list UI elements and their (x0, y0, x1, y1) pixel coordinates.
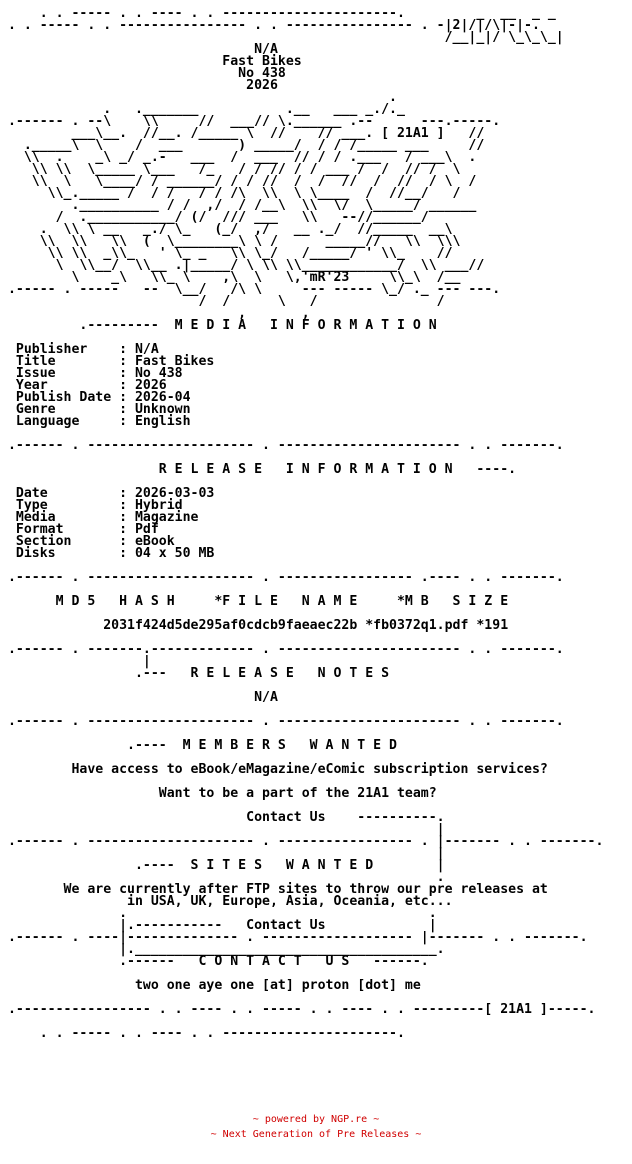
nfo-line: .------ . -------.------------- . ----------------------- . . -------. (0, 642, 564, 657)
nfo-line: Language : English (0, 414, 191, 429)
footer-powered-by: ~ powered by NGP.re ~ (252, 1114, 380, 1125)
nfo-line: Publish Date : 2026-04 (0, 390, 191, 405)
nfo-line: , , (0, 306, 310, 321)
nfo-line: .------ . --------------------- . ----------------------- . . -------. (0, 714, 564, 729)
nfo-line: . (0, 90, 421, 105)
nfo-line: .------ . --\ \\ // ___// \.______ .-- ---.-----. (0, 114, 501, 129)
nfo-line: M D 5 H A S H *F I L E N A M E *M B S I Z E (0, 594, 509, 609)
nfo-line: Title : Fast Bikes (0, 354, 215, 369)
nfo-line: No 438 (0, 66, 286, 81)
nfo-line: Publisher : N/A (0, 342, 159, 357)
nfo-line: / .___________/ (/ /// ___ \\ --//______/ (0, 210, 437, 225)
nfo-line: .------ C O N T A C T U S ------. (0, 954, 429, 969)
nfo-line: Contact Us ----------. (0, 810, 445, 825)
nfo-line: .------ . --------------------- . ----------------- .---- . . -------. (0, 570, 564, 585)
nfo-line: .------ . --------------------- . ----------------- . |------- . . -------. (0, 834, 604, 849)
nfo-line: \\ \\ \\ ( \________\ \ / _____// \\ \\\ (0, 234, 461, 249)
nfo-line: N/A (0, 42, 278, 57)
nfo-line: . . ----- . . ---- . . ----------------------. _ __ _ _ (0, 6, 564, 21)
nfo-line: |.----------- Contact Us | (0, 918, 437, 933)
nfo-line: / / \ / / (0, 294, 445, 309)
nfo-line: ___\__. //__. /_____ \ // // ___. [ 21A1 ] // (0, 126, 485, 141)
nfo-line: \\ \ \____/ / ______/ / / // / / // / // / \ / (0, 174, 477, 189)
nfo-line: N/A (0, 690, 278, 705)
nfo-line: \ _\ \\_ \ ,\ \ \,'mR'23 \\_\ /__ (0, 270, 461, 285)
nfo-line: Have access to eBook/eMagazine/eComic subscription services? (0, 762, 548, 777)
nfo-line: . (0, 870, 445, 885)
nfo-line: 2031f424d5de295af0cdcb9faeaec22b *fb0372q1.pdf *191 (0, 618, 509, 633)
nfo-line: .__________ / / ,/ / /__\ \\ \/ \_____/ ______ (0, 198, 477, 213)
nfo-line: .--- R E L E A S E N O T E S (0, 666, 390, 681)
nfo-line: . ._______ .__ ___ _./._ (0, 102, 469, 117)
nfo-line: We are currently after FTP sites to throw our pre releases at (0, 882, 548, 897)
nfo-line: in USA, UK, Europe, Asia, Oceania, etc... (0, 894, 453, 909)
nfo-line: | (0, 654, 151, 669)
nfo-line: | (0, 846, 445, 861)
nfo-line: .---- S I T E S W A N T E D | (0, 858, 445, 873)
nfo-line: . . ----- . . ---------------- . . ---------------- . -|2|/|/\|-|-. (0, 18, 540, 33)
nfo-line: /__|_|/ \_\_\_| (0, 30, 564, 45)
footer (0, 1112, 632, 1142)
nfo-line: Year : 2026 (0, 378, 167, 393)
nfo-line: ._____\ \ / ___ ) _____/ / / /_____ ___ // (0, 138, 493, 153)
nfo-line: . . (0, 906, 437, 921)
nfo-line: two one aye one [at] proton [dot] me (0, 978, 421, 993)
nfo-line: Want to be a part of the 21A1 team? (0, 786, 437, 801)
nfo-line: \ \\__/ \\__ .|_____/ \ \\ \\____________/ \\ ___// (0, 258, 493, 273)
nfo-line: Issue : No 438 (0, 366, 183, 381)
nfo-line: . \\ \ __ _./ \_ (_/ ,/ __ ._/ //_____ __\ (0, 222, 453, 237)
nfo-line: \\ \\ \_____ \___ /_ / / // / / ___ / / // / \ (0, 162, 469, 177)
nfo-line: Type : Hybrid (0, 498, 183, 513)
nfo-line: Fast Bikes (0, 54, 302, 69)
nfo-line: R E L E A S E I N F O R M A T I O N ----. (0, 462, 517, 477)
nfo-line: .----- . ----- -- \__/ /\ \ --- ----- \_/ ._ --- ---. (0, 282, 501, 297)
nfo-line: .--------- M E D I A I N F O R M A T I O N (0, 318, 437, 333)
nfo-line: \\ \\ _\\_ ' \_ _ \\ \_/ /_____/ ' \\_ // (0, 246, 453, 261)
nfo-line: . . ----- . . ---- . . ----------------------. (0, 1026, 405, 1041)
nfo-line: .------ . --------------------- . ----------------------- . . -------. (0, 438, 564, 453)
nfo-line: Media : Magazine (0, 510, 199, 525)
nfo-line: \\_._____ / / / / / /\ \\ \ \____ / //__/ / (0, 186, 461, 201)
nfo-line: .------ . ----|-------------- . ------------------- |------- . . -------. (0, 930, 588, 945)
nfo-line: Genre : Unknown (0, 402, 191, 417)
nfo-line: |.______________________________________. (0, 942, 445, 957)
nfo-line: .---- M E M B E R S W A N T E D (0, 738, 397, 753)
nfo-line: Format : Pdf (0, 522, 159, 537)
nfo-line: | (0, 822, 445, 837)
nfo-line: Date : 2026-03-03 (0, 486, 215, 501)
nfo-line: 2026 (0, 78, 278, 93)
nfo-line: \\ . _\ _/ _.- ___ / ___ // / / .___ / ___\ . (0, 150, 477, 165)
nfo-line: Disks : 04 x 50 MB (0, 546, 215, 561)
footer-tagline: ~ Next Generation of Pre Releases ~ (210, 1129, 422, 1140)
nfo-line: Section : eBook (0, 534, 175, 549)
nfo-text (0, 8, 603, 1040)
nfo-line: .----------------- . . ---- . . ----- . . ---- . . ---------[ 21A1 ]-----. (0, 1002, 596, 1017)
